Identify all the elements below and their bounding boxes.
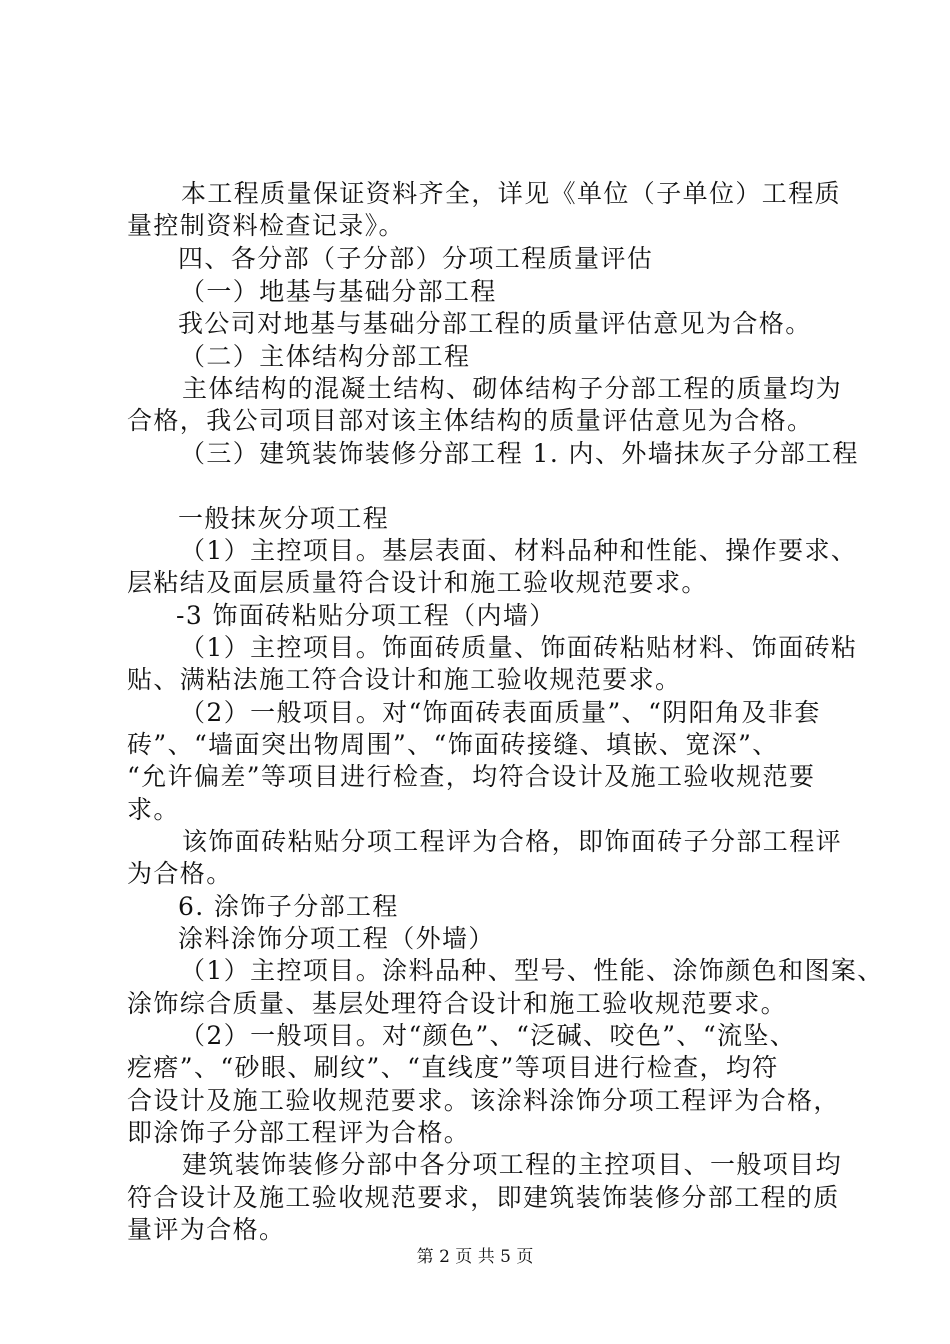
- paragraph-line: “允许偏差”等项目进行检查，均符合设计及施工验收规范要: [127, 762, 816, 791]
- paragraph-line: 量控制资料检查记录》。: [127, 211, 405, 240]
- paragraph-line: 我公司对地基与基础分部工程的质量评估意见为合格。: [178, 309, 812, 338]
- section-heading: 四、各分部（子分部）分项工程质量评估: [178, 244, 654, 273]
- paragraph-line: 层粘结及面层质量符合设计和施工验收规范要求。: [127, 568, 708, 597]
- paragraph-line: 本工程质量保证资料齐全，详见《单位（子单位）工程质: [181, 179, 842, 208]
- paragraph-line: 砖”、“墙面突出物周围”、“饰面砖接缝、填嵌、宽深”、: [127, 730, 779, 759]
- paragraph-line: 贴、满粘法施工符合设计和施工验收规范要求。: [127, 665, 682, 694]
- paragraph-line: （1）主控项目。涂料品种、型号、性能、涂饰颜色和图案、: [180, 956, 884, 985]
- paragraph-line: 主体结构的混凝土结构、砌体结构子分部工程的质量均为: [182, 374, 843, 403]
- paragraph-line: -3 饰面砖粘贴分项工程（内墙）: [176, 601, 556, 630]
- paragraph-line: 疙瘩”、“砂眼、刷纹”、“直线度”等项目进行检查，均符: [127, 1053, 779, 1082]
- paragraph-line: 量评为合格。: [127, 1215, 286, 1244]
- paragraph-line: 建筑装饰装修分部中各分项工程的主控项目、一般项目均: [182, 1150, 843, 1179]
- paragraph-line: 为合格。: [127, 859, 233, 888]
- paragraph-line: 涂料涂饰分项工程（外墙）: [178, 924, 495, 953]
- subsection-heading: （三）建筑装饰装修分部工程 1. 内、外墙抹灰子分部工程: [180, 439, 859, 468]
- paragraph-line: 该饰面砖粘贴分项工程评为合格，即饰面砖子分部工程评: [182, 827, 843, 856]
- subsection-heading: （二）主体结构分部工程: [180, 342, 471, 371]
- paragraph-line: （1）主控项目。基层表面、材料品种和性能、操作要求、: [180, 536, 858, 565]
- paragraph-line: 即涂饰子分部工程评为合格。: [127, 1118, 471, 1147]
- paragraph-line: 合设计及施工验收规范要求。该涂料涂饰分项工程评为合格，: [127, 1086, 840, 1115]
- subsection-heading: 6. 涂饰子分部工程: [178, 892, 399, 921]
- paragraph-line: （2）一般项目。对“颜色”、“泛碱、咬色”、“流坠、: [180, 1021, 797, 1050]
- paragraph-line: （2）一般项目。对“饰面砖表面质量”、“阴阳角及非套: [180, 698, 821, 727]
- subsection-heading: （一）地基与基础分部工程: [180, 277, 497, 306]
- paragraph-line: 符合设计及施工验收规范要求，即建筑装饰装修分部工程的质: [127, 1183, 840, 1212]
- paragraph-line: （1）主控项目。饰面砖质量、饰面砖粘贴材料、饰面砖粘: [180, 633, 858, 662]
- paragraph-line: 求。: [127, 795, 180, 824]
- paragraph-line: 一般抹灰分项工程: [178, 504, 390, 533]
- paragraph-line: 合格，我公司项目部对该主体结构的质量评估意见为合格。: [127, 406, 814, 435]
- page-number: 第 2 页 共 5 页: [416, 1247, 534, 1267]
- paragraph-line: 涂饰综合质量、基层处理符合设计和施工验收规范要求。: [127, 989, 788, 1018]
